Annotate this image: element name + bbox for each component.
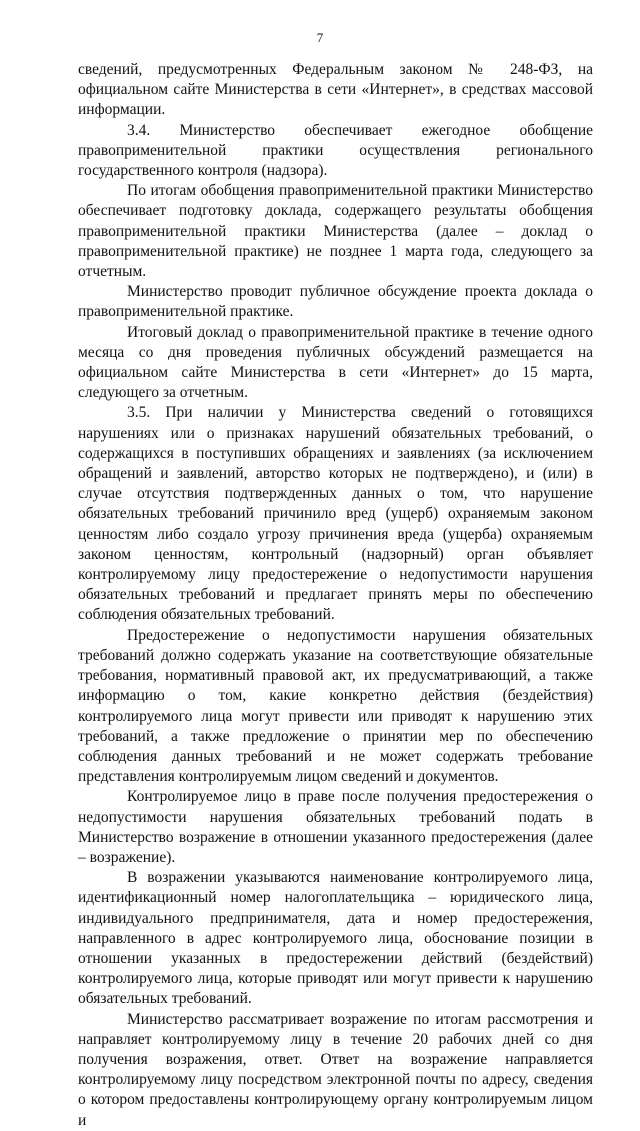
page-number: 7 <box>316 30 324 45</box>
paragraph: По итогам обобщения правоприменительной практики Министерство обеспечивает подготовку доклада, содержащего результаты обобщения правоприменительной практики Министерства (далее – доклад о правоприменительной практике) не позднее 1 марта года, следующего за отчетным. <box>78 182 593 281</box>
paragraph: Министерство проводит публичное обсуждение проекта доклада о правоприменительной практике. <box>78 283 593 321</box>
document-body <box>78 60 593 1131</box>
paragraph: сведений, предусмотренных Федеральным законом № 248-ФЗ, на официальном сайте Министерства в сети «Интернет», в средствах массовой информации. <box>78 61 593 119</box>
paragraph: Итоговый доклад о правоприменительной практике в течение одного месяца со дня проведения публичных обсуждений размещается на официальном сайте Министерства в сети «Интернет» до 15 марта, следующего за отчетным. <box>78 323 593 402</box>
paragraph: 3.5. При наличии у Министерства сведений о готовящихся нарушениях или о признаках нарушений обязательных требований, о содержащихся в поступивших обращениях и заявлениях (за исключением обращений и заявлений, авторство которых не подтверждено), и (или) в случае отсутствия подтвержденных данных о том, что нарушение обязательных требований причинило вред (ущерб) охраняемым законом ценностям либо создало угрозу причинения вреда (ущерба) охраняемым законом ценностям, контрольный (надзорный) орган объявляет контролируемому лицу предостережение о недопустимости нарушения обязательных требований и предлагает принять меры по обеспечению соблюдения обязательных требований. <box>78 404 593 624</box>
paragraph: Контролируемое лицо в праве после получения предостережения о недопустимости нарушения обязательных требований подать в Министерство возражение в отношении указанного предостережения (далее – возражение). <box>78 788 593 866</box>
paragraph: Министерство рассматривает возражение по итогам рассмотрения и направляет контролируемому лицу в течение 20 рабочих дней со дня получения возражения, ответ. Ответ на возражение направляется контролируемому лицу посредством электронной почты по адресу, сведения о котором предоставлены контролирующему органу контролируемым лицом и <box>78 1010 593 1129</box>
paragraph: В возражении указываются наименование контролируемого лица, идентификационный номер налогоплательщика – юридического лица, индивидуального предпринимателя, дата и номер предостережения, направленного в адрес контролируемого лица, обоснование позиции в отношении указанных в предостережении действий (бездействий) контролируемого лица, которые приводят или могут привести к нарушению обязательных требований. <box>78 869 593 1008</box>
paragraph: 3.4. Министерство обеспечивает ежегодное обобщение правоприменительной практики осуществления регионального государственного контроля (надзора). <box>78 121 593 180</box>
paragraph: Предостережение о недопустимости нарушения обязательных требований должно содержать указание на соответствующие обязательные требования, нормативный правовой акт, их предусматривающий, а также информацию о том, какие конкретно действия (бездействия) контролируемого лица могут привести или приводят к нарушению этих требований, а также предложение о принятии мер по обеспечению соблюдения данных требований и не может содержать требование представления контролируемым лицом сведений и документов. <box>78 626 593 786</box>
